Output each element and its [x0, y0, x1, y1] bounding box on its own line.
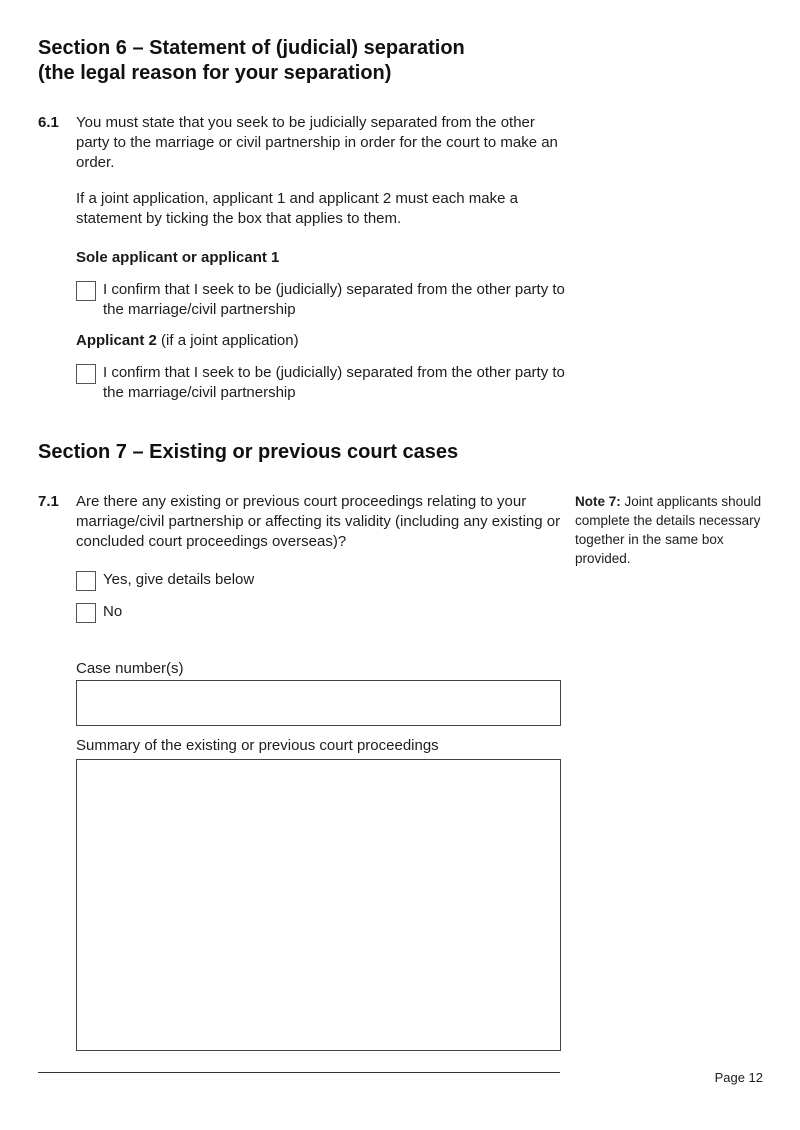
applicant-2-confirm-label: I confirm that I seek to be (judicially) separated from the other party to the marriage/civil partnership — [103, 364, 565, 401]
sole-applicant-heading-text: Sole applicant or applicant 1 — [76, 249, 280, 266]
sole-applicant-confirm-checkbox[interactable] — [76, 281, 96, 301]
summary-textarea[interactable] — [76, 759, 561, 1051]
note-7-label: Note 7: — [575, 494, 621, 509]
applicant-2-heading — [76, 331, 299, 351]
sole-applicant-heading — [76, 248, 279, 268]
applicant-2-confirm-checkbox[interactable] — [76, 364, 96, 384]
question-6-1-joint-instruction: If a joint application, applicant 1 and applicant 2 must each make a statement by ticking the box that applies to them. — [76, 190, 518, 227]
sole-applicant-confirm-row — [76, 280, 566, 320]
option-no-label: No — [103, 603, 123, 620]
page-number: Page 12 — [714, 1070, 763, 1085]
section-6-title-line2: (the legal reason for your separation) — [38, 62, 392, 84]
applicant-2-confirm-row — [76, 363, 566, 403]
option-no-checkbox[interactable] — [76, 603, 96, 623]
section-6-title-line1: Section 6 – Statement of (judicial) separation — [38, 37, 465, 59]
option-no-row — [76, 602, 566, 622]
applicant-2-heading-rest: (if a joint application) — [156, 332, 299, 349]
section-6-title — [38, 36, 598, 86]
question-6-1-instruction: You must state that you seek to be judicially separated from the other party to the marriage or civil partnership in order for the court to make an order. — [76, 114, 558, 171]
question-7-1-number: 7.1 — [38, 493, 59, 510]
summary-label: Summary of the existing or previous court proceedings — [76, 737, 439, 754]
case-number-input[interactable] — [76, 680, 561, 726]
footer-divider — [38, 1072, 560, 1073]
option-yes-row — [76, 570, 566, 590]
applicant-2-heading-bold: Applicant 2 — [76, 332, 157, 349]
option-yes-label: Yes, give details below — [103, 571, 255, 588]
case-number-label: Case number(s) — [76, 660, 184, 677]
sole-applicant-confirm-label: I confirm that I seek to be (judicially) separated from the other party to the marriage/civil partnership — [103, 281, 565, 318]
section-7-title: Section 7 – Existing or previous court cases — [38, 441, 459, 463]
question-7-1-text: Are there any existing or previous court proceedings relating to your marriage/civil partnership or affecting its validity (including any existing or concluded court proceedings overseas)? — [76, 493, 561, 550]
note-7-text: Joint applicants should complete the details necessary together in the same box provided. — [575, 494, 762, 566]
question-6-1-number: 6.1 — [38, 114, 59, 131]
note-7 — [575, 492, 775, 568]
option-yes-checkbox[interactable] — [76, 571, 96, 591]
